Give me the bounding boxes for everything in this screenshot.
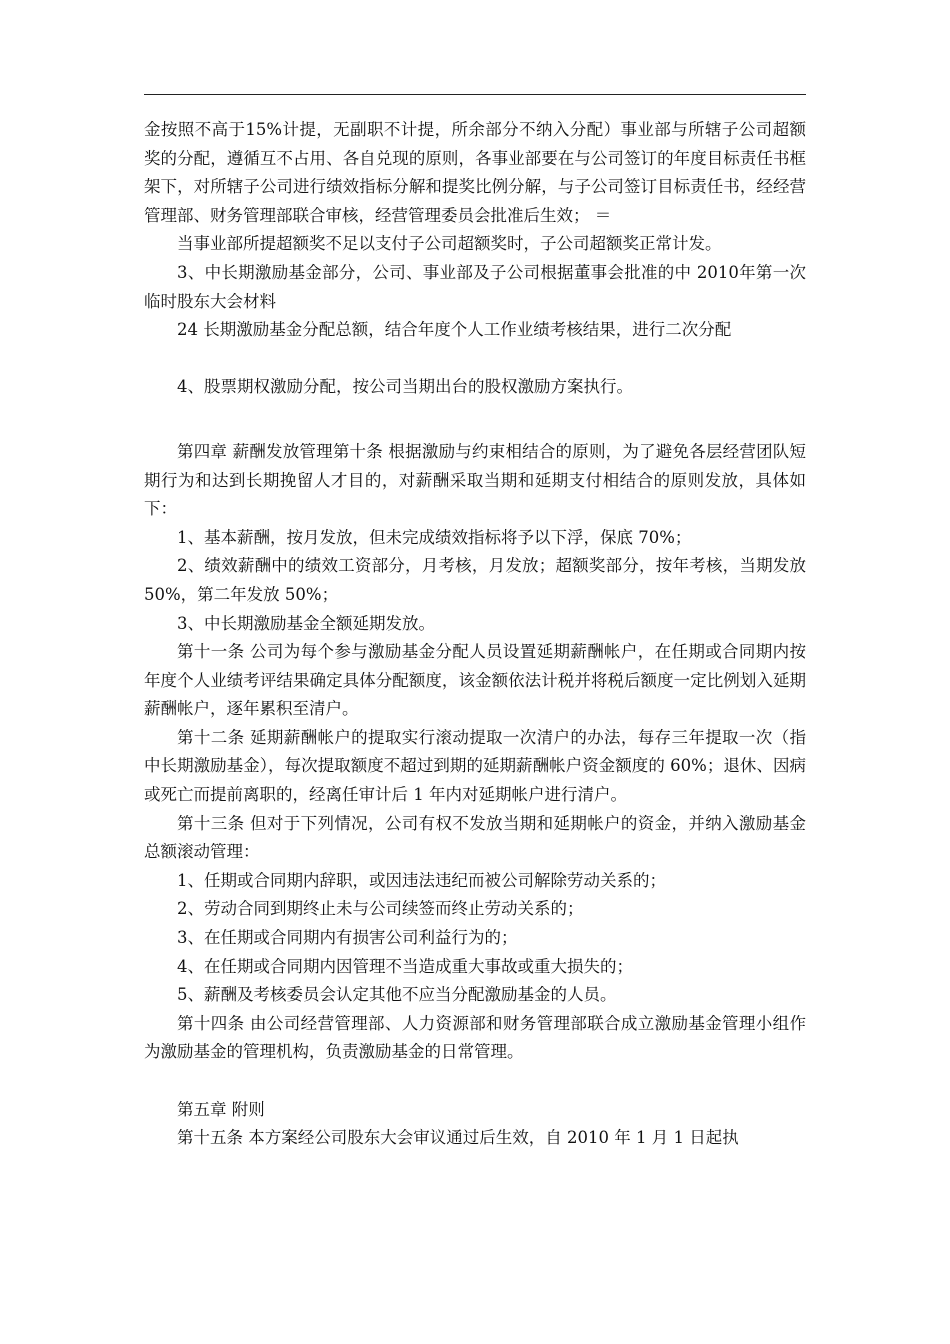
- paragraph-longterm-fund-continued: 24 长期激励基金分配总额，结合年度个人工作业绩考核结果，进行二次分配: [177, 320, 732, 340]
- paragraph-bonus-allocation: 金按照不高于15%计提，无副职不计提，所余部分不纳入分配）事业部与所辖子公司超额奖的分配，遵循互不占用、各自兑现的原则，各事业部要在与公司签订的年度目标责任书框架下，对所辖子公司进行绩效指标分解和提奖比例分解，与子公司签订目标责任书，经经营管理部、财务管理部联合审核，经营管理委员会批准后生效； ＝: [144, 120, 806, 225]
- list-item: 4、在任期或合同期内因管理不当造成重大事故或重大损失的；: [177, 956, 633, 976]
- header-rule: [144, 94, 806, 95]
- paragraph-gap: [144, 1067, 806, 1096]
- list-item: 2、劳动合同到期终止未与公司续签而终止劳动关系的；: [177, 899, 584, 919]
- paragraph-chapter-four-article-ten: 第四章 薪酬发放管理第十条 根据激励与约束相结合的原则，为了避免各层经营团队短期行为和达到长期挽留人才目的，对薪酬采取当期和延期支付相结合的原则发放，具体如下：: [144, 441, 806, 519]
- list-item: 5、薪酬及考核委员会认定其他不应当分配激励基金的人员。: [177, 985, 617, 1005]
- paragraph-performance-salary: 2、绩效薪酬中的绩效工资部分，月考核，月发放；超额奖部分，按年考核，当期发放 50%，第二年发放 50%；: [144, 556, 806, 604]
- paragraph-article-eleven: 第十一条 公司为每个参与激励基金分配人员设置延期薪酬帐户，在任期或合同期内按年度个人业绩考评结果确定具体分配额度，该金额依法计税并将税后额度一定比例划入延期薪酬帐户，逐年累积至清户。: [144, 642, 806, 719]
- list-item: 3、在任期或合同期内有损害公司利益行为的；: [177, 928, 518, 948]
- paragraph-article-fourteen: 第十四条 由公司经营管理部、人力资源部和财务管理部联合成立激励基金管理小组作为激励基金的管理机构，负责激励基金的日常管理。: [144, 1013, 806, 1062]
- paragraph-article-thirteen: 第十三条 但对于下列情况，公司有权不发放当期和延期帐户的资金，并纳入激励基金总额滚动管理：: [144, 813, 806, 862]
- list-item: 1、任期或合同期内辞职，或因违法违纪而被公司解除劳动关系的；: [177, 870, 666, 890]
- paragraph-article-twelve: 第十二条 延期薪酬帐户的提取实行滚动提取一次清户的办法，每存三年提取一次（指中长期激励基金），每次提取额度不超过到期的延期薪酬帐户资金额度的 60%；退休、因病或死亡而提前离职的，经离任审计后 1 年内对延期帐户进行清户。: [144, 727, 806, 805]
- paragraph-basic-salary: 1、基本薪酬，按月发放，但未完成绩效指标将予以下浮，保底 70%；: [177, 527, 692, 547]
- paragraph-deferred-fund: 3、中长期激励基金全额延期发放。: [177, 613, 435, 633]
- paragraph-gap: [144, 402, 806, 438]
- document-body: [144, 116, 806, 1153]
- paragraph-stock-options: 4、股票期权激励分配，按公司当期出台的股权激励方案执行。: [177, 377, 633, 397]
- paragraph-longterm-fund: 3、中长期激励基金部分，公司、事业部及子公司根据董事会批准的中 2010年第一次临时股东大会材料: [144, 262, 806, 311]
- chapter-five-heading: 第五章 附则: [177, 1099, 265, 1119]
- paragraph-article-fifteen: 第十五条 本方案经公司股东大会审议通过后生效，自 2010 年 1 月 1 日起执: [177, 1128, 739, 1148]
- paragraph-gap: [144, 345, 806, 374]
- paragraph-insufficient-bonus: 当事业部所提超额奖不足以支付子公司超额奖时，子公司超额奖正常计发。: [177, 234, 722, 254]
